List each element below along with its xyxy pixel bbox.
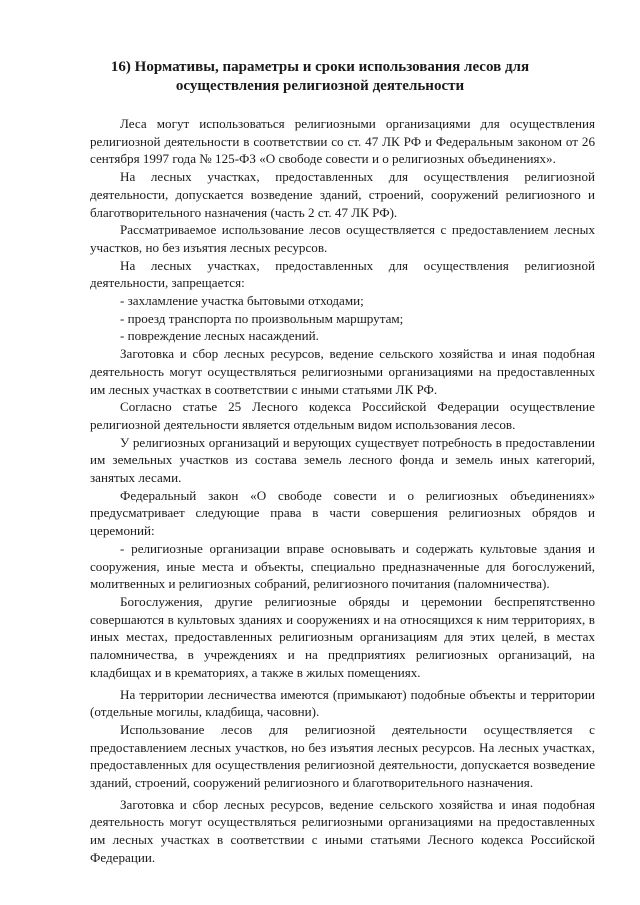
paragraph: На лесных участках, предоставленных для осуществления религиозной деятельности, запрещается: — [90, 257, 595, 291]
paragraph: Использование лесов для религиозной деятельности осуществляется с предоставлением лесных участков, но без изъятия лесных ресурсов. На лесных участках, предоставленных для осуществления религиозной деятельности, допускается возведение зданий, строений, сооружений религиозного и благотворительного назначения. — [90, 721, 595, 791]
paragraph: Рассматриваемое использование лесов осуществляется с предоставлением лесных участков, но без изъятия лесных ресурсов. — [90, 222, 595, 255]
paragraph: Согласно статье 25 Лесного кодекса Российской Федерации осуществление религиозной деятельности является отдельным видом использования лесов. — [90, 399, 595, 432]
paragraph: На территории лесничества имеются (примыкают) подобные объекты и территории (отдельные могилы, кладбища, часовни). — [90, 686, 595, 720]
paragraph: Заготовка и сбор лесных ресурсов, ведение сельского хозяйства и иная подобная деятельность могут осуществляться религиозными организациями на предоставленных им лесных участках в соответствии с иными статьями ЛК РФ. — [90, 346, 595, 397]
paragraph: На лесных участках, предоставленных для осуществления религиозной деятельности, допускается возведение зданий, строений, сооружений религиозного и благотворительного назначения (часть 2 ст. 47 ЛК РФ). — [90, 169, 595, 220]
document-body — [90, 115, 595, 867]
section-title-line-1: 16) Нормативы, параметры и сроки использования лесов для — [110, 59, 530, 75]
list-item: - захламление участка бытовыми отходами; — [120, 293, 364, 309]
paragraph: Леса могут использоваться религиозными организациями для осуществления религиозной деятельности в соответствии со ст. 47 ЛК РФ и Федеральным законом от 26 сентября 1997 года № 125-ФЗ «О свободе совести и о религиозных объединениях». — [90, 116, 595, 167]
list-item: - повреждение лесных насаждений. — [120, 328, 319, 344]
section-title — [80, 58, 560, 96]
paragraph: Федеральный закон «О свободе совести и о религиозных объединениях» предусматривает следующие права в части совершения религиозных обрядов и церемоний: — [90, 487, 595, 539]
list-item: - проезд транспорта по произвольным маршрутам; — [120, 310, 404, 326]
section-title-line-2: осуществления религиозной деятельности — [175, 78, 465, 94]
paragraph: - религиозные организации вправе основывать и содержать культовые здания и сооружения, иные места и объекты, специально предназначенные для богослужений, молитвенных и религиозных собраний, религиозного почитания (паломничества). — [90, 540, 595, 592]
paragraph: У религиозных организаций и верующих существует потребность в предоставлении им земельных участков из состава земель лесного фонда и земель иных категорий, занятых лесами. — [90, 434, 595, 486]
paragraph: Богослужения, другие религиозные обряды и церемонии беспрепятственно совершаются в культовых зданиях и сооружениях и на относящихся к ним территориях, в иных местах, предоставленных религиозным организациям для этих целей, в местах паломничества, в учреждениях и на предприятиях религиозных организаций, на кладбищах и в крематориях, а также в жилых помещениях. — [90, 593, 595, 680]
paragraph: Заготовка и сбор лесных ресурсов, ведение сельского хозяйства и иная подобная деятельность могут осуществляться религиозными организациями на предоставленных им лесных участках в соответствии с иными статьями Лесного кодекса Российской Федерации. — [90, 796, 595, 865]
